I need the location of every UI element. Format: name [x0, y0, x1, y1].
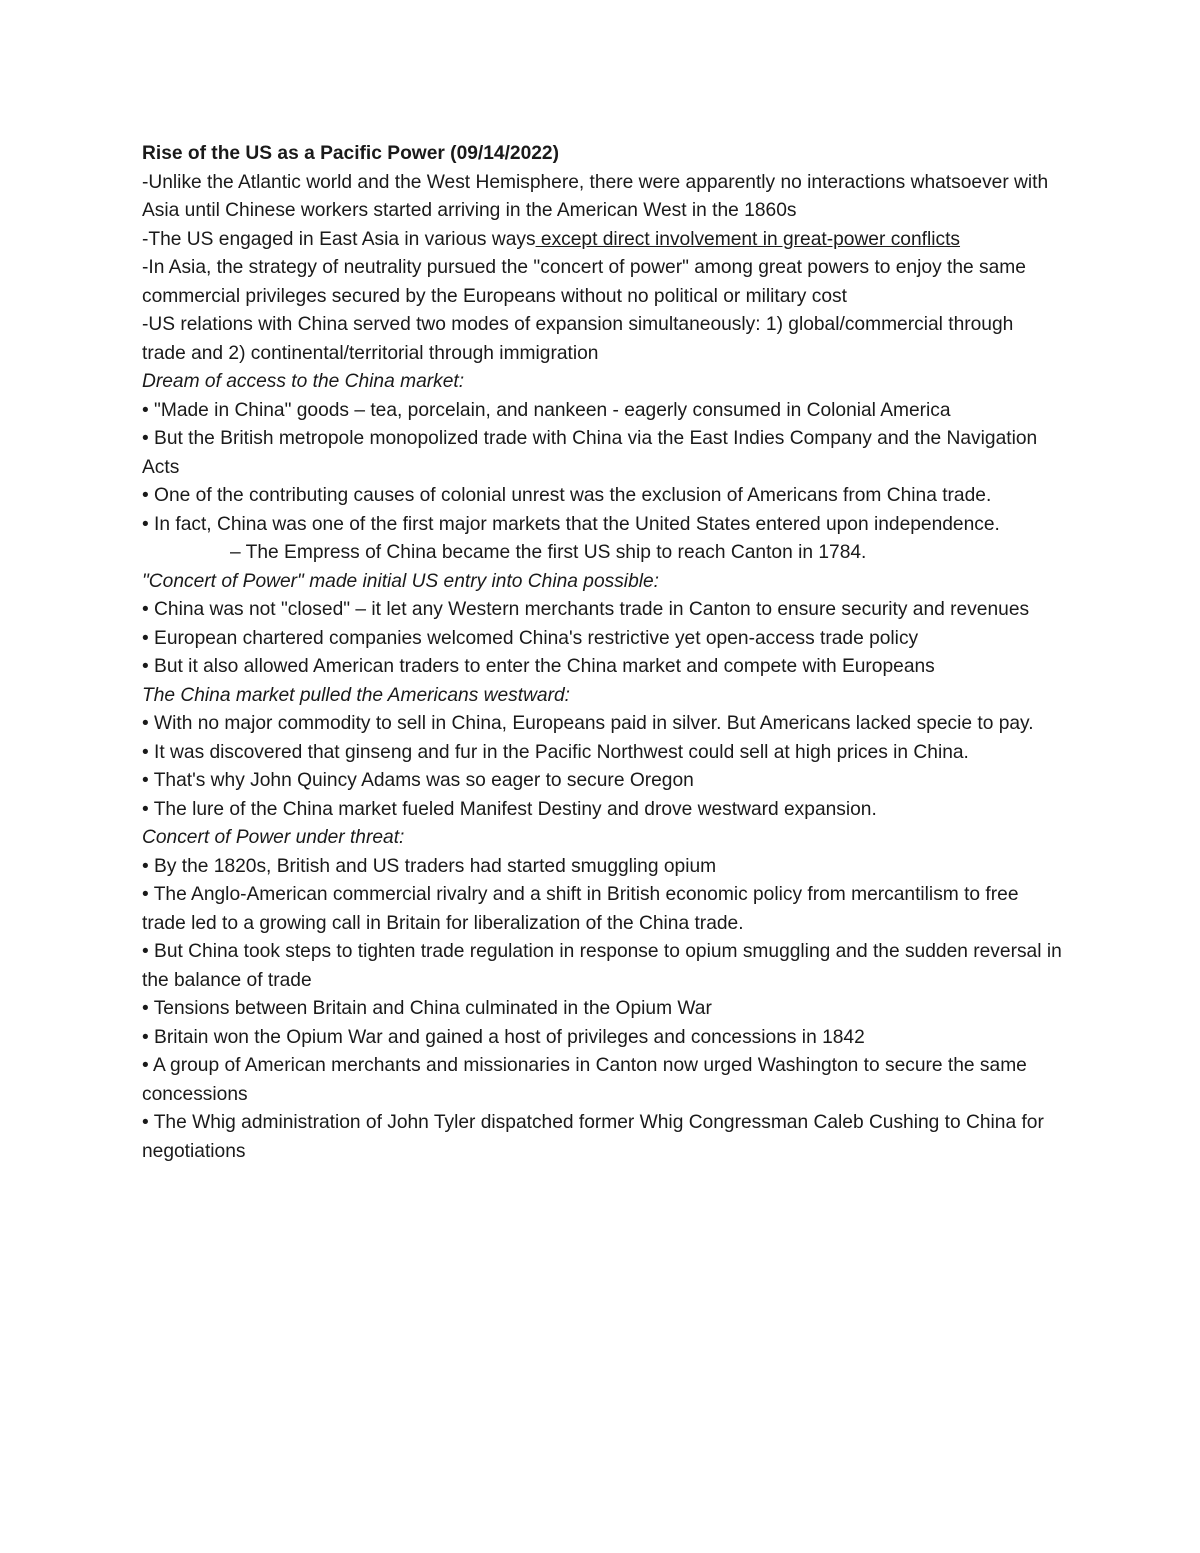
bullet-item: • Tensions between Britain and China culminated in the Opium War — [142, 998, 712, 1019]
bullet-item: • A group of American merchants and missionaries in Canton now urged Washington to secure the same concessions — [142, 1055, 1033, 1105]
bullet-item: • The Anglo-American commercial rivalry and a shift in British economic policy from mercantilism to free trade led to a growing call in Britain for liberalization of the China trade. — [142, 884, 1024, 934]
sub-bullet-item: – The Empress of China became the first US ship to reach Canton in 1784. — [230, 542, 867, 563]
underlined-text: except direct involvement in great-power conflicts — [535, 228, 961, 250]
intro-paragraph — [142, 226, 1062, 255]
bullet-item: • In fact, China was one of the first major markets that the United States entered upon independence. — [142, 513, 1000, 535]
bullet-item: • "Made in China" goods – tea, porcelain, and nankeen - eagerly consumed in Colonial America — [142, 399, 951, 421]
bullet-item: • By the 1820s, British and US traders had started smuggling opium — [142, 855, 717, 877]
bullet-item: • China was not "closed" – it let any Western merchants trade in Canton to ensure security and revenues — [142, 599, 1030, 620]
document-page — [142, 140, 1068, 1166]
intro-paragraph: -Unlike the Atlantic world and the West Hemisphere, there were apparently no interactions whatsoever with Asia until Chinese workers started arriving in the American West in the 1860s — [142, 171, 1053, 221]
bullet-item: • With no major commodity to sell in China, Europeans paid in silver. But Americans lacked specie to pay. — [142, 713, 1034, 734]
bullet-item: • But the British metropole monopolized trade with China via the East Indies Company and the Navigation Acts — [142, 428, 1042, 478]
bullet-item: • That's why John Quincy Adams was so eager to secure Oregon — [142, 770, 694, 791]
section-heading: "Concert of Power" made initial US entry into China possible: — [142, 570, 660, 592]
bullet-item: • European chartered companies welcomed China's restrictive yet open-access trade policy — [142, 627, 919, 649]
section-heading: The China market pulled the Americans westward: — [142, 684, 570, 706]
bullet-item: • One of the contributing causes of colonial unrest was the exclusion of Americans from China trade. — [142, 485, 992, 506]
intro-paragraph: -US relations with China served two modes of expansion simultaneously: 1) global/commercial through trade and 2) continental/territorial through immigration — [142, 314, 1019, 364]
bullet-item: • The lure of the China market fueled Manifest Destiny and drove westward expansion. — [142, 798, 877, 820]
bullet-item: • Britain won the Opium War and gained a host of privileges and concessions in 1842 — [142, 1026, 865, 1048]
intro-paragraph: -In Asia, the strategy of neutrality pursued the "concert of power" among great powers to enjoy the same commercial privileges secured by the Europeans without no political or military cost — [142, 257, 1032, 307]
intro-text: -The US engaged in East Asia in various ways — [142, 228, 536, 250]
section-heading: Concert of Power under threat: — [142, 827, 405, 848]
bullet-item: • But it also allowed American traders to enter the China market and compete with Europeans — [142, 656, 935, 677]
bullet-item: • The Whig administration of John Tyler dispatched former Whig Congressman Caleb Cushing to China for negotiations — [142, 1112, 1050, 1162]
bullet-item: • It was discovered that ginseng and fur in the Pacific Northwest could sell at high prices in China. — [142, 741, 969, 763]
document-title: Rise of the US as a Pacific Power (09/14/2022) — [142, 143, 559, 164]
section-heading: Dream of access to the China market: — [142, 371, 465, 392]
bullet-item: • But China took steps to tighten trade regulation in response to opium smuggling and the sudden reversal in the balance of trade — [142, 941, 1068, 991]
